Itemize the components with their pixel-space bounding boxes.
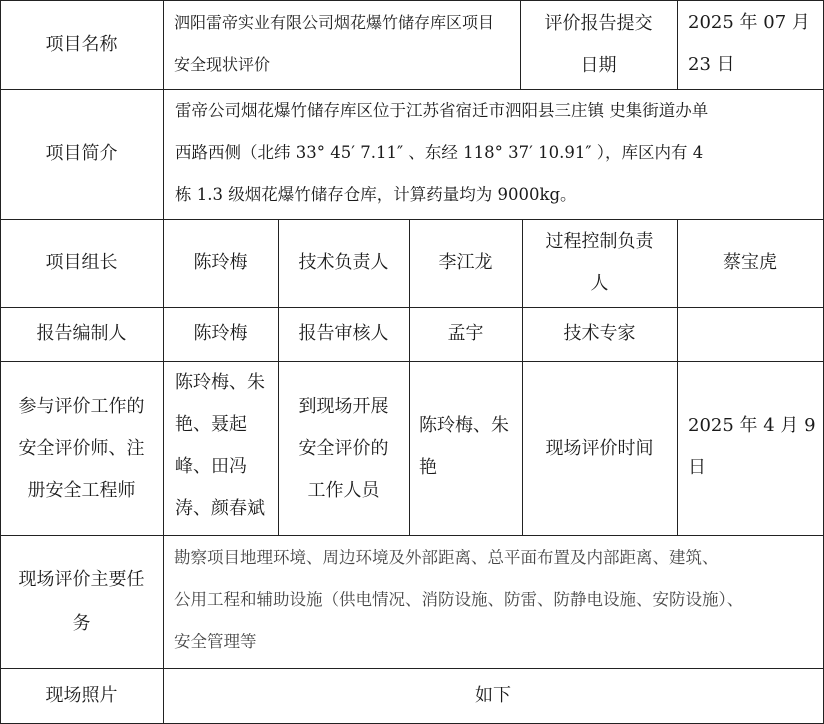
report-reviewer-label (278, 307, 409, 361)
project-name-line: 泗阳雷帝实业有限公司烟花爆竹储存库区项目 (174, 13, 495, 32)
project-intro-label (0, 89, 163, 219)
tasks-line: 勘察项目地理环境、周边环境及外部距离、总平面布置及内部距离、建筑、 (174, 548, 719, 567)
report-author-value (163, 307, 278, 361)
process-control-label (522, 219, 677, 307)
photos-value (163, 669, 823, 723)
project-leader-label (0, 219, 163, 307)
report-reviewer-label-text: 报告审核人 (298, 323, 389, 344)
project-leader-name: 陈玲梅 (193, 252, 248, 273)
project-intro-value (163, 90, 823, 218)
report-date-line: 23 日 (688, 54, 735, 75)
report-reviewer-value (409, 307, 522, 361)
onsite-staff-line: 艳 (419, 457, 437, 478)
onsite-time-value (688, 405, 822, 495)
participants-label-line: 册安全工程师 (27, 479, 136, 501)
report-date-label-line: 日期 (580, 55, 617, 76)
onsite-time-label (522, 362, 677, 535)
project-intro-label-text: 项目简介 (45, 143, 118, 164)
report-author-label (0, 307, 163, 361)
report-author-name: 陈玲梅 (193, 323, 248, 344)
onsite-staff-label-line: 工作人员 (307, 479, 380, 501)
report-date-line: 2025 年 07 月 (688, 12, 810, 33)
project-intro-line: 雷帝公司烟花爆竹储存库区位于江苏省宿迁市泗阳县三庄镇 史集街道办单 (175, 101, 709, 120)
onsite-staff-label-line: 到现场开展 (298, 395, 389, 417)
onsite-time-line: 日 (688, 457, 706, 478)
process-control-name: 蔡宝虎 (723, 252, 777, 273)
project-name-label-text: 项目名称 (45, 33, 118, 55)
photos-value-text: 如下 (475, 685, 511, 706)
process-control-label-line: 人 (590, 273, 609, 294)
project-intro-line: 西路西侧（北纬 33° 45′ 7.11″ 、东经 118° 37′ 10.91″ ），库区内有 4 (175, 143, 704, 162)
tech-expert-label (522, 307, 677, 361)
project-name-label (0, 0, 163, 89)
tasks-label-line: 务 (72, 613, 91, 634)
tech-lead-label (278, 219, 409, 307)
participants-names-line: 涛、颜春斌 (175, 498, 265, 519)
tasks-line: 安全管理等 (174, 632, 257, 651)
project-name-value (174, 2, 518, 88)
report-date-value (688, 2, 822, 88)
tech-lead-name: 李江龙 (438, 252, 493, 273)
participants-label-line: 安全评价师、注 (18, 437, 145, 459)
onsite-time-label-text: 现场评价时间 (545, 437, 654, 459)
tech-lead-value (409, 219, 522, 307)
report-date-label-line: 评价报告提交 (544, 13, 653, 34)
participants-label (0, 362, 163, 535)
tasks-label (0, 536, 163, 668)
tasks-label-line: 现场评价主要任 (18, 569, 145, 590)
participants-names-line: 艳、聂起 (175, 414, 247, 435)
tech-expert-value (677, 307, 823, 361)
report-date-label (520, 2, 677, 88)
project-leader-label-text: 项目组长 (45, 252, 118, 273)
onsite-staff-label-line: 安全评价的 (298, 437, 389, 459)
participants-names-line: 陈玲梅、朱 (175, 372, 265, 393)
report-reviewer-name: 孟宇 (447, 323, 484, 344)
onsite-staff-value (419, 405, 522, 495)
participants-names (175, 362, 278, 535)
project-name-line: 安全现状评价 (174, 55, 271, 74)
tech-expert-label-text: 技术专家 (563, 323, 636, 344)
project-leader-value (163, 219, 278, 307)
tasks-value (174, 537, 822, 667)
tech-lead-label-text: 技术负责人 (298, 252, 389, 273)
col-divider (677, 0, 678, 89)
process-control-label-line: 过程控制负责 (545, 231, 654, 252)
onsite-staff-label (278, 362, 409, 535)
photos-label-text: 现场照片 (45, 685, 118, 706)
project-intro-line: 栋 1.3 级烟花爆竹储存仓库，计算药量均为 9000kg。 (175, 185, 577, 204)
process-control-value (677, 219, 823, 307)
participants-names-line: 峰、田冯 (175, 456, 247, 477)
onsite-staff-line: 陈玲梅、朱 (419, 415, 509, 436)
tasks-line: 公用工程和辅助设施（供电情况、消防设施、防雷、防静电设施、安防设施）、 (174, 590, 744, 609)
participants-label-line: 参与评价工作的 (18, 395, 145, 417)
onsite-time-line: 2025 年 4 月 9 (688, 415, 816, 436)
report-author-label-text: 报告编制人 (36, 323, 127, 344)
photos-label (0, 669, 163, 723)
